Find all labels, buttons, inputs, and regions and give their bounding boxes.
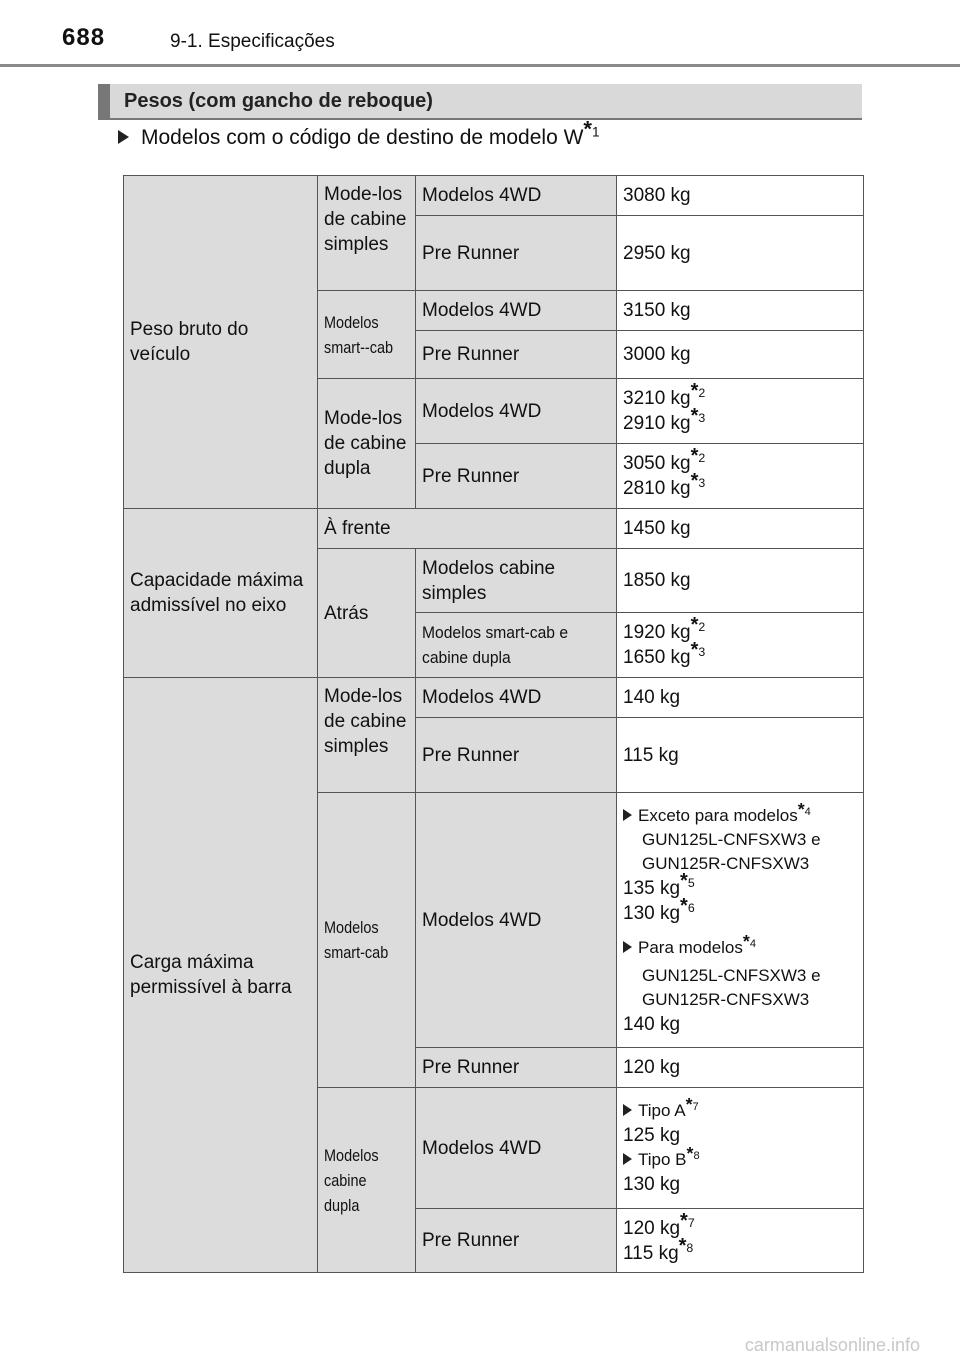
cell: 1920 kg*$^2$ 1650 kg*$^3$ [617, 613, 864, 678]
table-row: Pre Runner 115 kg [124, 718, 864, 793]
triangle-bullet-icon [623, 941, 632, 953]
table-row: Modelos smart--cab Modelos 4WD 3150 kg [124, 291, 864, 331]
cell: Tipo A*$^7$ 125 kg Tipo B*$^8$ 130 kg [617, 1088, 864, 1209]
table-row: Pre Runner 120 kg*$^7$ 115 kg*$^8$ [124, 1209, 864, 1273]
table-row: Pre Runner 120 kg [124, 1048, 864, 1088]
table-row: Mode-los de cabine dupla Modelos 4WD 3210 kg*$^2$ 2910 kg*$^3$ [124, 379, 864, 444]
page-number: 688 [62, 24, 106, 51]
row-header: Carga máxima permissível à barra [124, 678, 318, 1273]
table-row: Pre Runner 3000 kg [124, 331, 864, 379]
table-row: Capacidade máxima admissível no eixo À frente 1450 kg [124, 509, 864, 549]
row-header: Peso bruto do veículo [124, 176, 318, 509]
model-bullet: Modelos com o código de destino de modelo W*$^1$ [118, 126, 600, 150]
triangle-bullet-icon [118, 130, 129, 144]
cell: Exceto para modelos*$^4$ GUN125L-CNFSXW3 e GUN125R-CNFSXW3 135 kg*$^5$ 130 kg*$^6$ Para modelos*$^4$ GUN125L-CNFSXW3 e GUN125R-CNFSXW3 140 kg [617, 793, 864, 1048]
triangle-bullet-icon [623, 809, 632, 821]
table-row: Carga máxima permissível à barra Mode-los de cabine simples Modelos 4WD 140 kg [124, 678, 864, 718]
cell: Mode-los de cabine simples [318, 176, 416, 291]
section-heading-bar [98, 84, 862, 120]
triangle-bullet-icon [623, 1104, 632, 1116]
table-row: Atrás Modelos cabine simples 1850 kg [124, 549, 864, 613]
table-row: Pre Runner 2950 kg [124, 216, 864, 291]
table-row: Pre Runner 3050 kg*$^2$ 2810 kg*$^3$ [124, 444, 864, 509]
section-title: 9-1. Especificações [170, 31, 335, 52]
page-header [0, 0, 960, 66]
table-row: Modelos smart-cab Modelos 4WD Exceto para modelos*$^4$ GUN125L-CNFSXW3 e GUN125R-CNFSXW3 135 kg*$^5$ 130 kg*$^6$ Para modelos*$^4$ GUN125L-CNFSXW3 e GUN125R-CNFSXW3 140 kg [124, 793, 864, 1048]
cell: 3210 kg*$^2$ 2910 kg*$^3$ [617, 379, 864, 444]
table-row: Modelos cabine dupla Modelos 4WD Tipo A*$^7$ 125 kg Tipo B*$^8$ 130 kg [124, 1088, 864, 1209]
triangle-bullet-icon [623, 1153, 632, 1165]
row-header: Capacidade máxima admissível no eixo [124, 509, 318, 678]
weights-table [123, 175, 864, 1273]
table-row: Modelos smart-cab e cabine dupla 1920 kg*$^2$ 1650 kg*$^3$ [124, 613, 864, 678]
cell: 3050 kg*$^2$ 2810 kg*$^3$ [617, 444, 864, 509]
cell: 120 kg*$^7$ 115 kg*$^8$ [617, 1209, 864, 1273]
section-heading: Pesos (com gancho de reboque) [124, 90, 433, 112]
header-rule [0, 64, 960, 67]
watermark: carmanualsonline.info [744, 1335, 920, 1355]
table-row: Peso bruto do veículo Mode-los de cabine simples Modelos 4WD 3080 kg [124, 176, 864, 216]
